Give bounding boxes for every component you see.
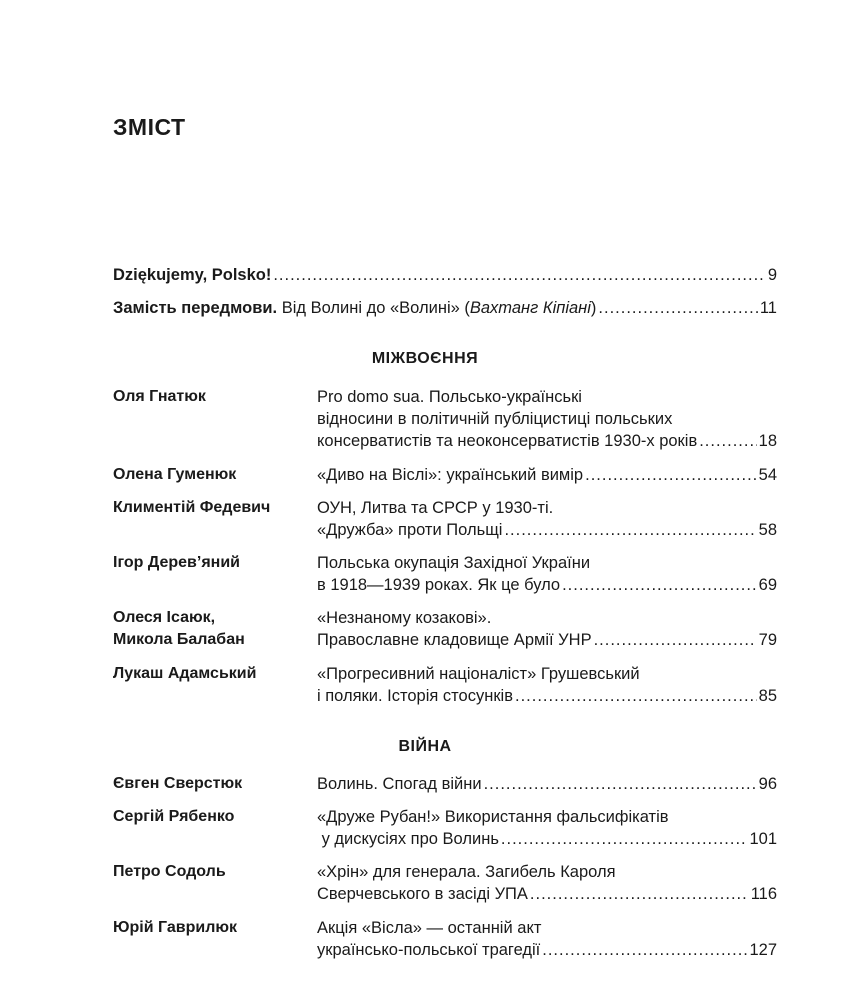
page-number: 58	[758, 521, 777, 539]
page-number: 54	[758, 466, 777, 484]
toc-entry-humeniuk[interactable]	[317, 464, 777, 486]
toc-entry-hnatiuk[interactable]	[317, 430, 777, 452]
leader-dots	[501, 828, 748, 850]
toc-entry-intro-2[interactable]: Замість передмови. Від Волині до «Волині» (Вахтанг Кіпіані) ..... 11	[113, 297, 777, 319]
toc-entry-riabenko[interactable]	[317, 828, 777, 850]
entry-line: «Дружба» проти Польщі	[317, 521, 503, 539]
entry-line: «Друже Рубан!» Використання фальсифікатів	[317, 808, 669, 826]
entry-line: Акція «Вісла» — останній акт	[317, 919, 542, 937]
leader-dots	[594, 629, 757, 651]
toc-entry-sodol[interactable]	[317, 883, 777, 905]
leader-dots	[504, 519, 756, 541]
author-name: Сергій Рябенко	[113, 808, 235, 825]
entry-line: «Диво на Віслі»: український вимір	[317, 466, 584, 484]
entry-editor: Вахтанг Кіпіані	[469, 299, 591, 317]
entry-line: у дискусіях про Волинь	[317, 830, 499, 848]
page-number: 85	[758, 687, 777, 705]
author-name: Олена Гуменюк	[113, 466, 237, 483]
toc-entry-havryliuk[interactable]	[317, 939, 777, 961]
section-title-interwar: МІЖВОЄННЯ	[371, 350, 479, 367]
toc-entry-adamskyi[interactable]	[317, 685, 777, 707]
leader-dots	[515, 685, 757, 707]
section-title-war: ВІЙНА	[398, 738, 452, 755]
entry-line: Волинь. Спогад війни	[317, 775, 482, 793]
entry-line: Pro domo sua. Польсько-українські	[317, 388, 582, 406]
toc-entry-intro-1[interactable]	[113, 264, 777, 286]
entry-subtitle: Від Волині до «Волині» (	[277, 299, 470, 317]
entry-line: «Незнаному козакові».	[317, 609, 492, 627]
toc-entry-sverstiuk[interactable]	[317, 773, 777, 795]
leader-dots	[542, 939, 747, 961]
leader-dots	[484, 773, 757, 795]
entry-line: «Хрін» для генерала. Загибель Кароля	[317, 863, 616, 881]
page-number: 11	[759, 299, 777, 317]
entry-line: Православне кладовище Армії УНР	[317, 631, 592, 649]
page-number: 9	[767, 266, 777, 284]
toc-entry-derevianyi[interactable]	[317, 574, 777, 596]
entry-line: в 1918—1939 роках. Як це було	[317, 576, 561, 594]
toc-entry-fedevych[interactable]	[317, 519, 777, 541]
author-name: Оля Гнатюк	[113, 388, 206, 405]
entry-line: «Прогресивний націоналіст» Грушевський	[317, 665, 640, 683]
entry-line: українсько-польської трагедії	[317, 941, 541, 959]
page-number: 79	[758, 631, 777, 649]
entry-line: Польська окупація Західної України	[317, 554, 591, 572]
entry-line: відносини в політичній публіцистиці польських	[317, 410, 673, 428]
entry-title: Dziękujemy, Polsko!	[113, 266, 272, 284]
entry-line: ОУН, Литва та СРСР у 1930-ті.	[317, 499, 554, 517]
leader-dots	[598, 297, 757, 319]
author-name: Ігор Дерев’яний	[113, 554, 241, 571]
author-name: Петро Содоль	[113, 863, 226, 880]
entry-line: Сверчевського в засіді УПА	[317, 885, 528, 903]
page-number: 96	[758, 775, 777, 793]
entry-line: і поляки. Історія стосунків	[317, 687, 513, 705]
leader-dots	[562, 574, 757, 596]
toc-heading: ЗМІСТ	[113, 114, 186, 140]
author-name: Євген Сверстюк	[113, 775, 243, 792]
toc-entry-isaiuk-balaban[interactable]	[317, 629, 777, 651]
page-number: 116	[750, 885, 777, 903]
leader-dots	[273, 264, 765, 286]
entry-title: Замість передмови.	[113, 299, 278, 317]
entry-line: консерватистів та неоконсерватистів 1930-х років	[317, 432, 698, 450]
author-name: Микола Балабан	[113, 631, 245, 648]
author-name: Олеся Ісаюк,	[113, 609, 216, 626]
leader-dots	[585, 464, 757, 486]
author-name: Юрій Гаврилюк	[113, 919, 238, 936]
leader-dots	[699, 430, 756, 452]
page-number: 69	[758, 576, 777, 594]
page-number: 127	[749, 941, 777, 959]
author-name: Лукаш Адамський	[113, 665, 257, 682]
page-number: 101	[749, 830, 777, 848]
leader-dots	[530, 883, 749, 905]
author-name: Климентій Федевич	[113, 499, 271, 516]
page-number: 18	[758, 432, 777, 450]
